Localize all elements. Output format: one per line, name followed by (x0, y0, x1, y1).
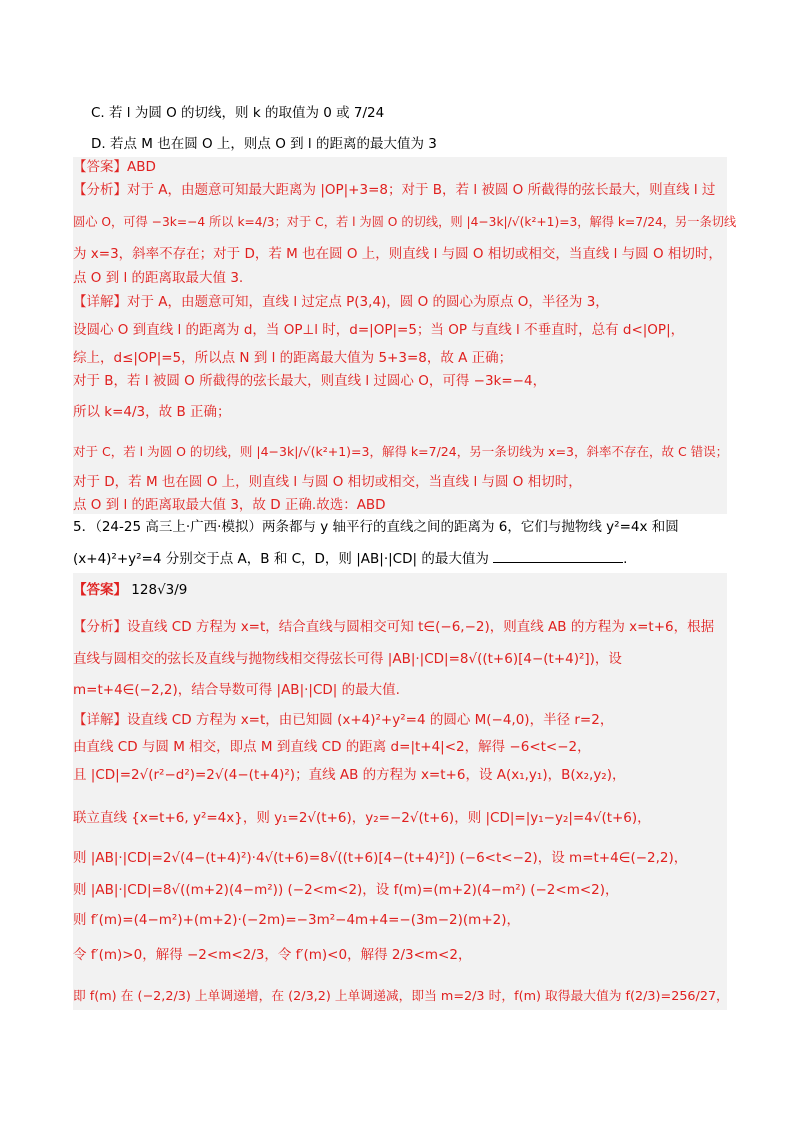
q5-detail-line: 【详解】设直线 CD 方程为 x=t，由已知圆 (x+4)²+y²=4 的圆心 M(−4,0)，半径 r=2， (73, 712, 614, 728)
q5-analysis-line: 直线与圆相交的弦长及直线与抛物线相交得弦长可得 |AB|·|CD|=8√((t+6)[4−(t+4)²])，设 (73, 651, 622, 667)
q4-answer: 【答案】ABD (73, 159, 156, 175)
q5-detail-line: 联立直线 {x=t+6, y²=4x}，则 y₁=2√(t+6)，y₂=−2√(t+6)，则 |CD|=|y₁−y₂|=4√(t+6)， (73, 810, 651, 826)
q4-detail-line: 设圆心 O 到直线 l 的距离为 d，当 OP⊥l 时，d=|OP|=5；当 OP 与直线 l 不垂直时，总有 d<|OP|， (73, 322, 685, 338)
q4-analysis-line: 为 x=3，斜率不存在；对于 D，若 M 也在圆 O 上，则直线 l 与圆 O 相切或相交，当直线 l 与圆 O 相切时， (73, 246, 722, 262)
q5-stem-line2 (73, 548, 627, 569)
q5-stem-text: (x+4)²+y²=4 分别交于点 A，B 和 C，D，则 |AB|·|CD| 的最大值为 (73, 551, 489, 567)
q4-option-c: C. 若 l 为圆 O 的切线，则 k 的取值为 0 或 7/24 (91, 105, 385, 121)
q5-detail-line: 且 |CD|=2√(r²−d²)=2√(4−(t+4)²)；直线 AB 的方程为 x=t+6，设 A(x₁,y₁)，B(x₂,y₂)， (73, 767, 626, 783)
q4-detail-line: 对于 C，若 l 为圆 O 的切线，则 |4−3k|/√(k²+1)=3，解得 k=7/24，另一条切线为 x=3，斜率不存在，故 C 错误； (73, 444, 729, 459)
q5-analysis-line: m=t+4∈(−2,2)，结合导数可得 |AB|·|CD| 的最大值. (73, 682, 400, 698)
q4-detail-line: 所以 k=4/3，故 B 正确； (73, 404, 231, 420)
q4-detail-line: 对于 B，若 l 被圆 O 所截得的弦长最大，则直线 l 过圆心 O，可得 −3k=−4， (73, 373, 547, 389)
q4-option-d: D. 若点 M 也在圆 O 上，则点 O 到 l 的距离的最大值为 3 (91, 136, 437, 152)
q5-stem-line1: 5．（24-25 高三上·广西·模拟）两条都与 y 轴平行的直线之间的距离为 6，它们与抛物线 y²=4x 和圆 (73, 519, 679, 535)
q5-analysis-line: 【分析】设直线 CD 方程为 x=t，结合直线与圆相交可知 t∈(−6,−2)，则直线 AB 的方程为 x=t+6，根据 (73, 619, 715, 635)
q4-detail-line: 点 O 到 l 的距离取最大值 3，故 D 正确.故选：ABD (73, 497, 386, 513)
q5-answer-label: 【答案】 (73, 582, 127, 598)
q5-detail-line: 则 f′(m)=(4−m²)+(m+2)·(−2m)=−3m²−4m+4=−(3m−2)(m+2)， (73, 912, 520, 928)
q4-detail-line: 对于 D，若 M 也在圆 O 上，则直线 l 与圆 O 相切或相交，当直线 l 与圆 O 相切时， (73, 474, 582, 490)
q4-analysis-line: 圆心 O，可得 −3k=−4 所以 k=4/3；对于 C，若 l 为圆 O 的切线，则 |4−3k|/√(k²+1)=3，解得 k=7/24，另一条切线 (73, 215, 737, 229)
q5-detail-line: 由直线 CD 与圆 M 相交，即点 M 到直线 CD 的距离 d=|t+4|<2，解得 −6<t<−2， (73, 739, 591, 755)
q5-detail-line: 令 f′(m)>0，解得 −2<m<2/3，令 f′(m)<0，解得 2/3<m<2， (73, 947, 472, 963)
q5-detail-line: 则 |AB|·|CD|=2√(4−(t+4)²)·4√(t+6)=8√((t+6)[4−(t+4)²]) (−6<t<−2)，设 m=t+4∈(−2,2)， (73, 850, 688, 866)
q5-answer (73, 580, 187, 600)
q5-answer-value: 128√3/9 (131, 582, 188, 598)
q5-stem-end: . (623, 551, 628, 567)
answer-blank (493, 548, 623, 563)
q4-detail-line: 【详解】对于 A，由题意可知，直线 l 过定点 P(3,4)，圆 O 的圆心为原点 O，半径为 3， (73, 294, 609, 310)
q4-analysis-line: 点 O 到 l 的距离取最大值 3. (73, 270, 244, 286)
q4-analysis-line: 【分析】对于 A，由题意可知最大距离为 |OP|+3=8；对于 B，若 l 被圆 O 所截得的弦长最大，则直线 l 过 (73, 182, 716, 198)
q5-detail-line: 则 |AB|·|CD|=8√((m+2)(4−m²)) (−2<m<2)，设 f(m)=(m+2)(4−m²) (−2<m<2)， (73, 882, 619, 898)
q4-detail-line: 综上，d≤|OP|=5，所以点 N 到 l 的距离最大值为 5+3=8，故 A 正确； (73, 350, 513, 366)
q5-detail-line: 即 f(m) 在 (−2,2/3) 上单调递增，在 (2/3,2) 上单调递减，即当 m=2/3 时，f(m) 取得最大值为 f(2/3)=256/27， (73, 989, 729, 1004)
